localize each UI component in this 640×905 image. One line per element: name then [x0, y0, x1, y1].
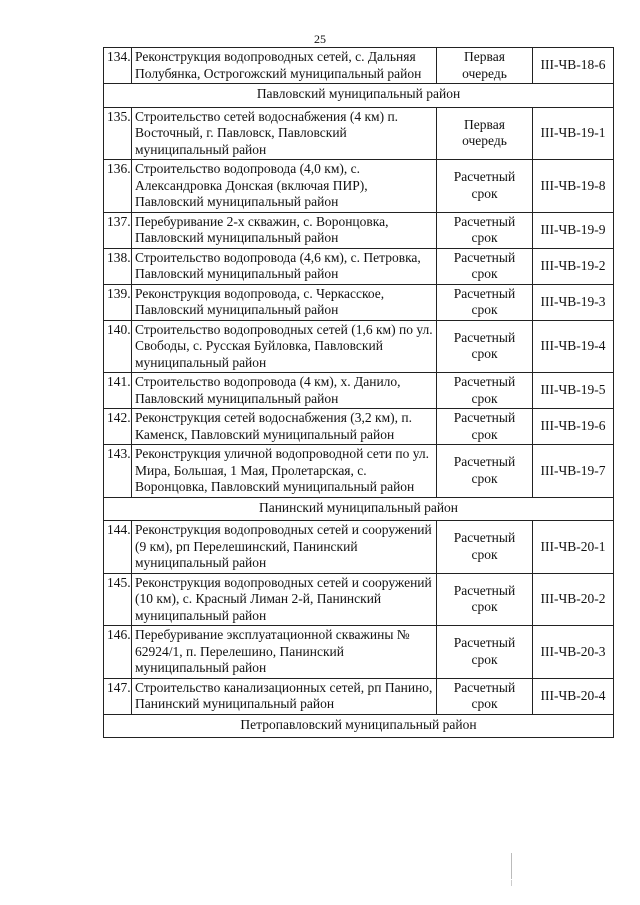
project-code: III-ЧВ-20-4 [533, 678, 614, 714]
project-code: III-ЧВ-19-8 [533, 160, 614, 213]
project-code: III-ЧВ-19-2 [533, 248, 614, 284]
implementation-term: Расчетный срок [437, 248, 533, 284]
project-description: Перебуривание эксплуатационной скважины № 62924/1, п. Перелешино, Панинский муниципальный район [132, 626, 437, 679]
implementation-term: Первая очередь [437, 107, 533, 160]
project-code: III-ЧВ-19-4 [533, 320, 614, 373]
project-code: III-ЧВ-19-5 [533, 373, 614, 409]
implementation-term: Расчетный срок [437, 284, 533, 320]
implementation-term: Расчетный срок [437, 160, 533, 213]
row-number: 136. [104, 160, 132, 213]
implementation-term: Расчетный срок [437, 678, 533, 714]
project-description: Строительство водопровода (4 км), х. Данило, Павловский муниципальный район [132, 373, 437, 409]
row-number: 138. [104, 248, 132, 284]
table-row [104, 320, 614, 373]
row-number: 135. [104, 107, 132, 160]
project-code: III-ЧВ-18-6 [533, 48, 614, 84]
project-description: Строительство водопровода (4,6 км), с. Петровка, Павловский муниципальный район [132, 248, 437, 284]
project-code: III-ЧВ-19-3 [533, 284, 614, 320]
table-row [104, 678, 614, 714]
implementation-term: Расчетный срок [437, 626, 533, 679]
project-description: Строительство сетей водоснабжения (4 км) п. Восточный, г. Павловск, Павловский муниципальный район [132, 107, 437, 160]
project-description: Реконструкция водопроводных сетей, с. Дальняя Полубянка, Острогожский муниципальный район [132, 48, 437, 84]
row-number: 147. [104, 678, 132, 714]
row-number: 144. [104, 521, 132, 574]
project-code: III-ЧВ-20-2 [533, 573, 614, 626]
table-row [104, 248, 614, 284]
project-description: Строительство водопроводных сетей (1,6 км) по ул. Свободы, с. Русская Буйловка, Павловский муниципальный район [132, 320, 437, 373]
section-title: Петропавловский муниципальный район [104, 714, 614, 738]
implementation-term: Расчетный срок [437, 445, 533, 498]
project-code: III-ЧВ-19-6 [533, 409, 614, 445]
row-number: 139. [104, 284, 132, 320]
project-description: Строительство водопровода (4,0 км), с. Александровка Донская (включая ПИР), Павловский муниципальный район [132, 160, 437, 213]
row-number: 134. [104, 48, 132, 84]
section-title: Панинский муниципальный район [104, 497, 614, 521]
table-row [104, 521, 614, 574]
table-row [104, 445, 614, 498]
row-number: 140. [104, 320, 132, 373]
section-header-row [104, 497, 614, 521]
project-code: III-ЧВ-19-7 [533, 445, 614, 498]
project-description: Строительство канализационных сетей, рп Панино, Панинский муниципальный район [132, 678, 437, 714]
implementation-term: Расчетный срок [437, 320, 533, 373]
projects-table [103, 47, 614, 738]
table-row [104, 573, 614, 626]
project-code: III-ЧВ-19-9 [533, 212, 614, 248]
table-row [104, 373, 614, 409]
project-code: III-ЧВ-20-1 [533, 521, 614, 574]
scan-artifact-tick [511, 880, 512, 886]
table-row [104, 160, 614, 213]
scan-artifact-line [511, 853, 512, 879]
implementation-term: Расчетный срок [437, 373, 533, 409]
table-row [104, 284, 614, 320]
implementation-term: Расчетный срок [437, 212, 533, 248]
implementation-term: Расчетный срок [437, 521, 533, 574]
table-row [104, 48, 614, 84]
project-description: Реконструкция уличной водопроводной сети по ул. Мира, Большая, 1 Мая, Пролетарская, с. Воронцовка, Павловский муниципальный район [132, 445, 437, 498]
projects-table-body [104, 48, 614, 738]
row-number: 146. [104, 626, 132, 679]
implementation-term: Расчетный срок [437, 409, 533, 445]
project-description: Реконструкция водопровода, с. Черкасское, Павловский муниципальный район [132, 284, 437, 320]
table-row [104, 626, 614, 679]
table-row [104, 409, 614, 445]
row-number: 137. [104, 212, 132, 248]
row-number: 143. [104, 445, 132, 498]
row-number: 141. [104, 373, 132, 409]
project-description: Перебуривание 2-х скважин, с. Воронцовка, Павловский муниципальный район [132, 212, 437, 248]
implementation-term: Расчетный срок [437, 573, 533, 626]
project-description: Реконструкция водопроводных сетей и сооружений (9 км), рп Перелешинский, Панинский муниципальный район [132, 521, 437, 574]
project-code: III-ЧВ-20-3 [533, 626, 614, 679]
row-number: 142. [104, 409, 132, 445]
project-description: Реконструкция водопроводных сетей и сооружений (10 км), с. Красный Лиман 2-й, Панинский муниципальный район [132, 573, 437, 626]
section-title: Павловский муниципальный район [104, 84, 614, 108]
row-number: 145. [104, 573, 132, 626]
section-header-row [104, 84, 614, 108]
implementation-term: Первая очередь [437, 48, 533, 84]
section-header-row [104, 714, 614, 738]
project-description: Реконструкция сетей водоснабжения (3,2 км), п. Каменск, Павловский муниципальный район [132, 409, 437, 445]
table-row [104, 107, 614, 160]
page-number: 25 [314, 32, 326, 46]
project-code: III-ЧВ-19-1 [533, 107, 614, 160]
table-row [104, 212, 614, 248]
